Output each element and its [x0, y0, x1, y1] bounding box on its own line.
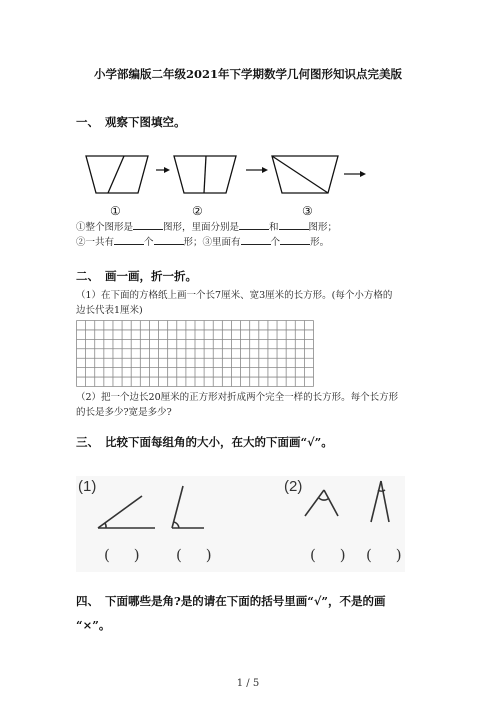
- blank[interactable]: [114, 234, 144, 245]
- group-1-label: (1): [78, 478, 97, 495]
- trapezoid-figures: [76, 148, 386, 198]
- section-2-heading: 画一画，折一折。: [105, 269, 197, 283]
- blank[interactable]: [239, 219, 269, 230]
- answer-parens-3[interactable]: ( ): [310, 546, 346, 564]
- trapezoid-1: [86, 156, 148, 193]
- blank[interactable]: [241, 234, 271, 245]
- figure-label-2: ②: [192, 204, 203, 218]
- fill-line-2: ②一共有 个 形；③里面有 个 形。: [76, 234, 329, 251]
- section-4-number: 四、: [76, 594, 99, 608]
- fill-line-1: ①整个图形是 图形，里面分别是 和 图形；: [76, 219, 337, 236]
- figure-label-1: ①: [110, 204, 121, 218]
- answer-parens-4[interactable]: ( ): [366, 546, 402, 564]
- section-3-heading: 比较下面每组角的大小，在大的下面画“√”。: [105, 435, 333, 449]
- page-number: 1 / 5: [236, 678, 260, 689]
- angle-comparison-figure: [76, 476, 405, 572]
- trapezoid-2: [174, 156, 236, 193]
- group-2-label: (2): [284, 478, 303, 495]
- question-2-2-line-1: （2）把一个边长20厘米的正方形对折成两个完全一样的长方形。每个长方形: [76, 392, 399, 403]
- question-2-1-line-2: 边长代表1厘米): [76, 305, 143, 316]
- answer-parens-2[interactable]: ( ): [176, 546, 212, 564]
- question-2-1-line-1: （1）在下面的方格纸上画一个长7厘米、宽3厘米的长方形。(每个小方格的: [76, 290, 393, 301]
- section-2-number: 二、: [76, 269, 99, 283]
- section-3-number: 三、: [76, 435, 99, 449]
- section-4-heading-line-2: “×”。: [76, 618, 111, 632]
- answer-parens-1[interactable]: ( ): [104, 546, 140, 564]
- trapezoid-3: [272, 156, 338, 193]
- blank[interactable]: [279, 219, 309, 230]
- blank[interactable]: [133, 219, 163, 230]
- blank[interactable]: [280, 234, 310, 245]
- section-4-heading-line-1: 下面哪些是角?是的请在下面的括号里画“√”，不是的画: [105, 594, 386, 608]
- question-2-2-line-2: 的长是多少?宽是多少?: [76, 407, 172, 418]
- page-title: 小学部编版二年级2021年下学期数学几何图形知识点完美版: [93, 67, 402, 81]
- figure-label-3: ③: [302, 204, 313, 218]
- section-1-number: 一、: [76, 115, 99, 129]
- blank[interactable]: [154, 234, 184, 245]
- grid-paper[interactable]: [76, 320, 314, 387]
- section-1-heading: 观察下图填空。: [105, 115, 186, 129]
